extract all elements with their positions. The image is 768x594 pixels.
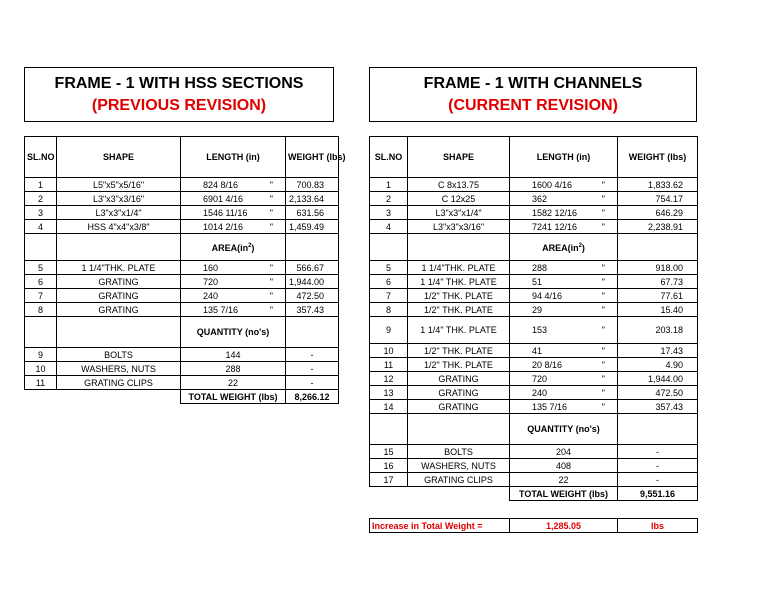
table-row xyxy=(370,275,698,289)
length-number: 1546 11/16 xyxy=(203,207,248,218)
length-cell xyxy=(510,289,618,303)
length-unit-mark: " xyxy=(601,179,605,190)
length-cell xyxy=(510,372,618,386)
table-row xyxy=(25,303,339,317)
length-number: 1582 12/16 xyxy=(532,207,578,218)
length-unit-mark: " xyxy=(601,304,605,315)
quantity-label: QUANTITY (no's) xyxy=(510,414,618,445)
left-title-box xyxy=(24,67,334,122)
weight-cell: 646.29 xyxy=(618,206,698,220)
table-row xyxy=(370,220,698,234)
length-cell xyxy=(181,192,286,206)
weight-cell: - xyxy=(618,473,698,487)
shape-cell: 1 1/4"THK. PLATE xyxy=(57,261,181,275)
shape-cell: BOLTS xyxy=(57,348,181,362)
blank-cell xyxy=(57,317,181,348)
blank-cell xyxy=(370,414,408,445)
table-row xyxy=(370,445,698,459)
shape-cell: GRATING xyxy=(408,372,510,386)
blank-cell xyxy=(57,234,181,261)
length-cell xyxy=(510,358,618,372)
slno-cell: 6 xyxy=(370,275,408,289)
length-value xyxy=(183,276,283,288)
length-value xyxy=(512,193,615,205)
shape-cell: GRATING xyxy=(408,400,510,414)
blank-cell xyxy=(25,317,57,348)
total-row xyxy=(370,487,698,501)
length-cell xyxy=(510,220,618,234)
length-number: 94 4/16 xyxy=(532,290,563,301)
length-unit-mark: " xyxy=(269,304,273,315)
blank-cell xyxy=(286,317,339,348)
weight-cell: - xyxy=(618,445,698,459)
weight-cell: 566.67 xyxy=(286,261,339,275)
right-subtitle: (CURRENT REVISION) xyxy=(448,97,618,114)
slno-cell: 5 xyxy=(370,261,408,275)
right-title: FRAME - 1 WITH CHANNELS xyxy=(423,75,643,92)
area-superscript: 2 xyxy=(578,243,582,249)
quantity-cell: 22 xyxy=(510,473,618,487)
blank-cell xyxy=(408,414,510,445)
length-value xyxy=(512,262,615,274)
weight-cell: 1,459.49 xyxy=(286,220,339,234)
shape-cell: 1 1/4" THK. PLATE xyxy=(408,317,510,344)
right-title-box xyxy=(369,67,697,122)
right-table xyxy=(369,136,698,501)
length-value xyxy=(183,207,283,219)
header-row xyxy=(370,137,698,178)
table-row xyxy=(370,261,698,275)
length-number: 720 xyxy=(203,276,219,287)
header-slno: SL.NO xyxy=(25,137,57,178)
length-unit-mark: " xyxy=(601,207,605,218)
length-number: 720 xyxy=(532,373,548,384)
length-number: 7241 12/16 xyxy=(532,221,578,232)
shape-cell: BOLTS xyxy=(408,445,510,459)
blank-cell xyxy=(618,234,698,261)
area-superscript: 2 xyxy=(248,243,252,249)
length-cell xyxy=(181,261,286,275)
length-value xyxy=(512,290,615,302)
weight-cell: 1,944.00 xyxy=(286,275,339,289)
total-value: 8,266.12 xyxy=(286,390,339,404)
slno-cell: 1 xyxy=(25,178,57,192)
blank-cell xyxy=(618,414,698,445)
table-row xyxy=(370,178,698,192)
quantity-cell: 408 xyxy=(510,459,618,473)
table-row xyxy=(25,348,339,362)
table-row xyxy=(370,303,698,317)
weight-cell: 472.50 xyxy=(286,289,339,303)
weight-cell: 357.43 xyxy=(618,400,698,414)
length-value xyxy=(512,304,615,316)
length-number: 288 xyxy=(532,262,548,273)
shape-cell: 1/2" THK. PLATE xyxy=(408,303,510,317)
slno-cell: 15 xyxy=(370,445,408,459)
length-cell xyxy=(510,400,618,414)
length-value xyxy=(183,290,283,302)
weight-cell: 2,238.91 xyxy=(618,220,698,234)
weight-cell: - xyxy=(286,362,339,376)
slno-cell: 6 xyxy=(25,275,57,289)
slno-cell: 8 xyxy=(25,303,57,317)
area-close: ) xyxy=(251,243,255,253)
table-row xyxy=(25,376,339,390)
total-label: TOTAL WEIGHT (lbs) xyxy=(510,487,618,501)
slno-cell: 7 xyxy=(25,289,57,303)
header-length: LENGTH (in) xyxy=(181,137,286,178)
length-number: 135 7/16 xyxy=(203,304,239,315)
length-number: 6901 4/16 xyxy=(203,193,244,204)
header-weight: WEIGHT (lbs) xyxy=(618,137,698,178)
shape-cell: L5"x5"x5/16" xyxy=(57,178,181,192)
slno-cell: 12 xyxy=(370,372,408,386)
shape-cell: HSS 4"x4"x3/8" xyxy=(57,220,181,234)
length-unit-mark: " xyxy=(601,262,605,273)
length-unit-mark: " xyxy=(601,345,605,356)
slno-cell: 3 xyxy=(25,206,57,220)
length-number: 160 xyxy=(203,262,219,273)
length-cell xyxy=(510,317,618,344)
length-value xyxy=(512,387,615,399)
slno-cell: 14 xyxy=(370,400,408,414)
length-value xyxy=(183,221,283,233)
table-row xyxy=(370,372,698,386)
length-number: 29 xyxy=(532,304,543,315)
length-unit-mark: " xyxy=(269,207,273,218)
slno-cell: 3 xyxy=(370,206,408,220)
weight-cell: 472.50 xyxy=(618,386,698,400)
table-row xyxy=(25,289,339,303)
length-value xyxy=(512,179,615,191)
shape-cell: 1/2" THK. PLATE xyxy=(408,344,510,358)
length-cell xyxy=(510,344,618,358)
length-unit-mark: " xyxy=(269,262,273,273)
slno-cell: 7 xyxy=(370,289,408,303)
table-row xyxy=(25,261,339,275)
shape-cell: L3"x3"x1/4" xyxy=(57,206,181,220)
weight-cell: 1,833.62 xyxy=(618,178,698,192)
shape-cell: 1 1/4" THK. PLATE xyxy=(408,275,510,289)
slno-cell: 8 xyxy=(370,303,408,317)
table-row xyxy=(370,317,698,344)
weight-cell: 77.61 xyxy=(618,289,698,303)
length-value xyxy=(512,401,615,413)
quantity-header-row xyxy=(25,317,339,348)
shape-cell: GRATING xyxy=(408,386,510,400)
slno-cell: 10 xyxy=(25,362,57,376)
slno-cell: 9 xyxy=(370,317,408,344)
area-label-cell xyxy=(510,234,618,261)
length-value xyxy=(512,207,615,219)
weight-cell: 754.17 xyxy=(618,192,698,206)
increase-unit: lbs xyxy=(618,519,698,533)
weight-cell: 4.90 xyxy=(618,358,698,372)
area-label-cell xyxy=(181,234,286,261)
slno-cell: 2 xyxy=(25,192,57,206)
length-value xyxy=(512,373,615,385)
table-row xyxy=(370,344,698,358)
length-unit-mark: " xyxy=(601,387,605,398)
slno-cell: 4 xyxy=(25,220,57,234)
length-number: 240 xyxy=(532,387,548,398)
length-cell xyxy=(510,386,618,400)
length-unit-mark: " xyxy=(601,221,605,232)
shape-cell: L3"x3"x3/16" xyxy=(408,220,510,234)
length-value xyxy=(512,359,615,371)
left-title: FRAME - 1 WITH HSS SECTIONS xyxy=(54,75,304,92)
weight-cell: 357.43 xyxy=(286,303,339,317)
length-value xyxy=(512,324,615,336)
weight-cell: 17.43 xyxy=(618,344,698,358)
total-label: TOTAL WEIGHT (lbs) xyxy=(181,390,286,404)
area-label: AREA(in xyxy=(211,243,249,253)
length-cell xyxy=(510,206,618,220)
table-row xyxy=(25,178,339,192)
quantity-label: QUANTITY (no's) xyxy=(181,317,286,348)
length-cell xyxy=(181,206,286,220)
length-cell xyxy=(510,303,618,317)
shape-cell: GRATING xyxy=(57,303,181,317)
left-table xyxy=(24,136,346,404)
length-value xyxy=(183,262,283,274)
length-number: 1014 2/16 xyxy=(203,221,244,232)
quantity-cell: 288 xyxy=(181,362,286,376)
slno-cell: 2 xyxy=(370,192,408,206)
slno-cell: 9 xyxy=(25,348,57,362)
header-weight: WEIGHT (lbs) xyxy=(286,137,339,178)
weight-cell: 67.73 xyxy=(618,275,698,289)
length-number: 824 8/16 xyxy=(203,179,239,190)
table-row xyxy=(370,289,698,303)
increase-table xyxy=(369,518,698,533)
length-unit-mark: " xyxy=(269,276,273,287)
weight-cell: 700.83 xyxy=(286,178,339,192)
total-row xyxy=(25,390,339,404)
length-cell xyxy=(181,289,286,303)
length-value xyxy=(512,276,615,288)
table-row xyxy=(370,473,698,487)
increase-label: Increase in Total Weight = xyxy=(370,519,510,533)
blank-cell xyxy=(370,234,408,261)
length-unit-mark: " xyxy=(601,373,605,384)
shape-cell: GRATING CLIPS xyxy=(57,376,181,390)
table-row xyxy=(370,386,698,400)
blank-cell xyxy=(408,487,510,501)
length-cell xyxy=(510,178,618,192)
blank-cell xyxy=(57,390,181,404)
header-slno: SL.NO xyxy=(370,137,408,178)
shape-cell: C 12x25 xyxy=(408,192,510,206)
length-number: 20 8/16 xyxy=(532,359,563,370)
table-row xyxy=(25,206,339,220)
length-number: 1600 4/16 xyxy=(532,179,573,190)
shape-cell: 1/2" THK. PLATE xyxy=(408,358,510,372)
length-cell xyxy=(510,261,618,275)
quantity-cell: 144 xyxy=(181,348,286,362)
header-length: LENGTH (in) xyxy=(510,137,618,178)
table-row xyxy=(25,192,339,206)
weight-cell: 2,133.64 xyxy=(286,192,339,206)
weight-cell: 1,944.00 xyxy=(618,372,698,386)
table-row xyxy=(370,400,698,414)
length-cell xyxy=(510,275,618,289)
length-unit-mark: " xyxy=(269,193,273,204)
quantity-header-row xyxy=(370,414,698,445)
weight-cell: 15.40 xyxy=(618,303,698,317)
slno-cell: 17 xyxy=(370,473,408,487)
blank-cell xyxy=(25,390,57,404)
table-row xyxy=(25,220,339,234)
table-row xyxy=(370,358,698,372)
weight-cell: 203.18 xyxy=(618,317,698,344)
length-value xyxy=(512,221,615,233)
shape-cell: C 8x13.75 xyxy=(408,178,510,192)
length-number: 41 xyxy=(532,345,543,356)
length-cell xyxy=(181,178,286,192)
weight-cell: - xyxy=(618,459,698,473)
slno-cell: 11 xyxy=(25,376,57,390)
quantity-cell: 22 xyxy=(181,376,286,390)
slno-cell: 4 xyxy=(370,220,408,234)
length-cell xyxy=(510,192,618,206)
header-shape: SHAPE xyxy=(408,137,510,178)
length-value xyxy=(183,193,283,205)
length-unit-mark: " xyxy=(601,193,605,204)
shape-cell: WASHERS, NUTS xyxy=(57,362,181,376)
total-value: 9,551.16 xyxy=(618,487,698,501)
length-number: 240 xyxy=(203,290,219,301)
left-subtitle: (PREVIOUS REVISION) xyxy=(91,97,267,114)
area-label: AREA(in xyxy=(542,243,579,253)
table-row xyxy=(370,459,698,473)
slno-cell: 13 xyxy=(370,386,408,400)
table-row xyxy=(370,192,698,206)
area-header-row xyxy=(370,234,698,261)
blank-cell xyxy=(286,234,339,261)
table-row xyxy=(370,206,698,220)
weight-cell: - xyxy=(286,376,339,390)
length-unit-mark: " xyxy=(269,221,273,232)
length-unit-mark: " xyxy=(601,290,605,301)
length-unit-mark: " xyxy=(601,276,605,287)
increase-value: 1,285.05 xyxy=(510,519,618,533)
length-cell xyxy=(181,220,286,234)
length-unit-mark: " xyxy=(601,359,605,370)
shape-cell: GRATING xyxy=(57,289,181,303)
shape-cell: GRATING xyxy=(57,275,181,289)
shape-cell: L3"x3"x1/4" xyxy=(408,206,510,220)
slno-cell: 16 xyxy=(370,459,408,473)
slno-cell: 1 xyxy=(370,178,408,192)
header-shape: SHAPE xyxy=(57,137,181,178)
length-unit-mark: " xyxy=(601,325,605,335)
length-value xyxy=(183,304,283,316)
shape-cell: 1 1/4"THK. PLATE xyxy=(408,261,510,275)
weight-cell: 631.56 xyxy=(286,206,339,220)
length-cell xyxy=(181,275,286,289)
length-number: 153 xyxy=(532,325,548,335)
slno-cell: 5 xyxy=(25,261,57,275)
slno-cell: 10 xyxy=(370,344,408,358)
shape-cell: L3"x3"x3/16" xyxy=(57,192,181,206)
length-value xyxy=(512,345,615,357)
table-row xyxy=(25,362,339,376)
weight-cell: - xyxy=(286,348,339,362)
length-unit-mark: " xyxy=(269,290,273,301)
header-row xyxy=(25,137,339,178)
blank-cell xyxy=(408,234,510,261)
blank-cell xyxy=(370,487,408,501)
length-unit-mark: " xyxy=(601,401,605,412)
length-unit-mark: " xyxy=(269,179,273,190)
shape-cell: WASHERS, NUTS xyxy=(408,459,510,473)
weight-cell: 918.00 xyxy=(618,261,698,275)
area-close: ) xyxy=(581,243,585,253)
quantity-cell: 204 xyxy=(510,445,618,459)
slno-cell: 11 xyxy=(370,358,408,372)
length-value xyxy=(183,179,283,191)
length-number: 362 xyxy=(532,193,548,204)
shape-cell: 1/2" THK. PLATE xyxy=(408,289,510,303)
increase-row xyxy=(370,519,698,533)
length-number: 51 xyxy=(532,276,543,287)
table-row xyxy=(25,275,339,289)
area-header-row xyxy=(25,234,339,261)
blank-cell xyxy=(25,234,57,261)
shape-cell: GRATING CLIPS xyxy=(408,473,510,487)
length-cell xyxy=(181,303,286,317)
length-number: 135 7/16 xyxy=(532,401,568,412)
